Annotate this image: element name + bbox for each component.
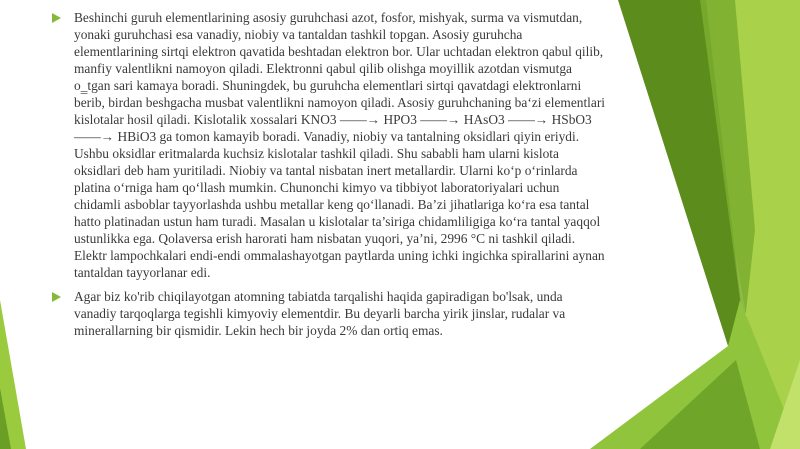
slide-content: [52, 9, 608, 346]
triangle-bullet-icon: [52, 13, 61, 23]
bullet-paragraph-2: [52, 288, 608, 339]
paragraph-text: Beshinchi guruh elementlarining asosiy guruhchasi azot, fosfor, mishyak, surma va vismutdan, yonaki guruhchasi esa vanadiy, niobiy va tantaldan tashkil topgan. Asosiy guruhcha elementlarining sirtqi elektron qavatida beshtadan elektron bor. Ular uchtadan elektron qabul qilib, manfiy valentlikni namoyon qiladi. Elektronni qabul qilib olishga moyillik azotdan vismutga o‗tgan sari kamaya boradi. Shuningdek, bu guruhcha elementlari sirtqi qavatdagi elektronlarni berib, birdan beshgacha musbat valentlikni namoyon qiladi. Asosiy guruhchaning ba‘zi elementlari kislotalar hosil qiladi. Kislotalik xossalari KNO3 ——→ HPO3 ——→ HAsO3 ——→ HSbO3 ——→ HBiO3 ga tomon kamayib boradi. Vanadiy, niobiy va tantalning oksidlari qiyin eriydi. Ushbu oksidlar eritmalarda kuchsiz kislotalar tashkil qiladi. Shu sababli ham ularni kislota oksidlari deb ham yuritiladi. Niobiy va tantal nisbatan inert metallardir. Ularni ko‘p o‘rinlarda platina o‘rniga ham qo‘llash mumkin. Chunonchi kimyo va tibbiyot laboratoriyalari uchun chidamli asboblar tayyorlashda ushbu metallar keng qo‘llanadi. Ba’zi jihatlariga ko‘ra esa tantal hatto platinadan ustun ham turadi. Masalan u kislotalar ta’siriga chidamliligiga ko‘ra tantal yaqqol ustunlikka ega. Qolaversa erish harorati ham nisbatan yuqori, ya’ni, 2996 °C ni tashkil qiladi. Elektr lampochkalari endi-endi ommalashayotgan paytlarda uning ichki ingichka spirallarini aynan tantaldan tayyorlanar edi.: [74, 10, 606, 280]
bullet-paragraph-1: [52, 9, 608, 281]
paragraph-text: Agar biz ko'rib chiqilayotgan atomning tabiatda tarqalishi haqida gapiradigan bo'lsak, unda vanadiy tarqoqlarga tegishli kimyoviy elementdir. Bu deyarli barcha yirik jinslar, rudalar va minerallarning bir qismidir. Lekin hech bir joyda 2% dan ortiq emas.: [74, 289, 566, 338]
triangle-bullet-icon: [52, 292, 61, 302]
